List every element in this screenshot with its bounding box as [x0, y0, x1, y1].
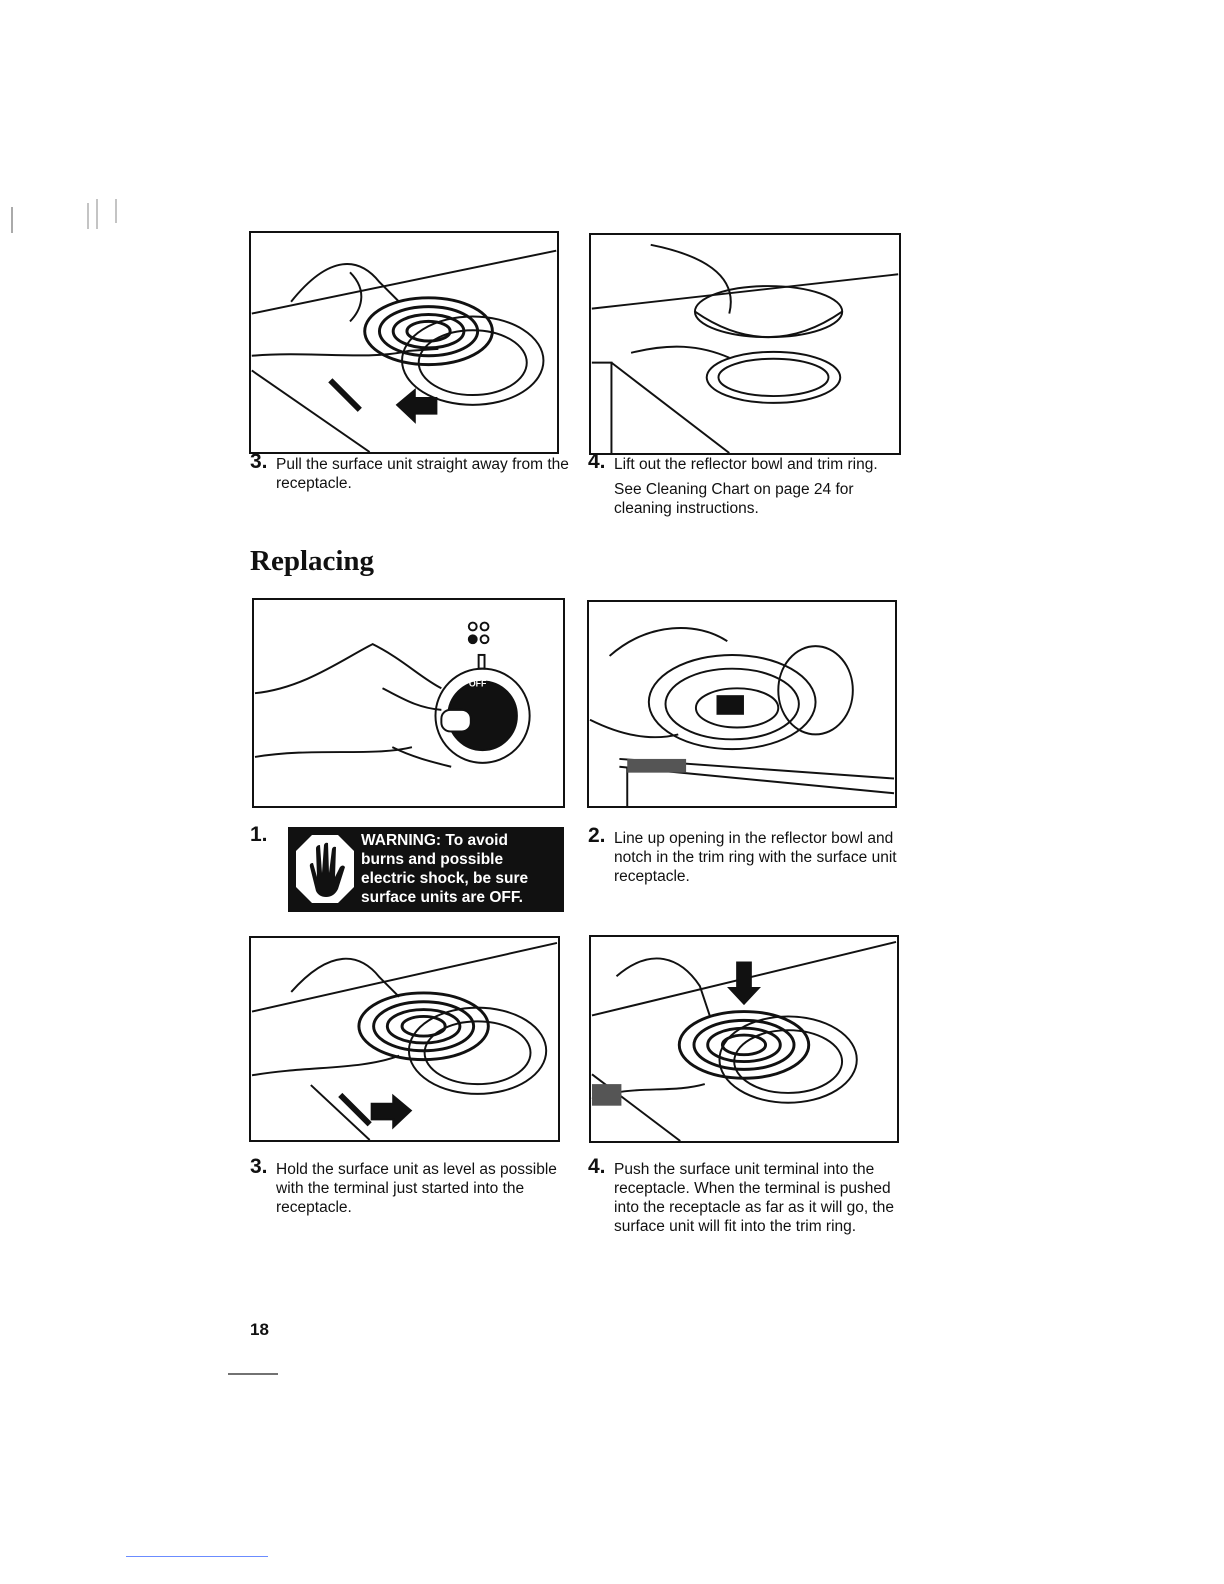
scan-mark [228, 1373, 288, 1375]
step-text: Line up opening in the reflector bowl and notch in the trim ring with the surface unit receptacle. [614, 830, 897, 885]
warning-box [288, 827, 564, 912]
warning-text: WARNING: To avoid burns and possible electric shock, be sure surface units are OFF. [361, 832, 529, 906]
step-note: See Cleaning Chart on page 24 for cleaning instructions. [614, 481, 854, 517]
page-number: 18 [250, 1320, 269, 1339]
step-number: 4. [588, 1155, 606, 1178]
step-number: 4. [588, 450, 606, 473]
step-text: Lift out the reflector bowl and trim ring. [614, 456, 878, 473]
arrow-left-icon [397, 390, 436, 421]
step-number: 3. [250, 1155, 268, 1178]
illustration-control-knob-off [252, 598, 565, 808]
step-text: Hold the surface unit as level as possible with the terminal just started into the receptacle. [276, 1161, 557, 1216]
coil-element [679, 1012, 808, 1079]
step-number: 2. [588, 824, 606, 847]
illustration-lift-reflector-bowl [589, 233, 901, 455]
illustration-hold-surface-unit-level [249, 936, 560, 1142]
step-text: Push the surface unit terminal into the receptacle. When the terminal is pushed into the receptacle as far as it will go, the surface unit will fit into the trim ring. [614, 1161, 895, 1235]
scan-margin-marks [0, 195, 130, 235]
step-number: 1. [250, 823, 268, 846]
coil-element [359, 993, 488, 1060]
scan-edge-line [126, 1556, 268, 1557]
section-heading: Replacing [250, 545, 375, 577]
illustration-line-up-opening [587, 600, 897, 808]
step-text: Pull the surface unit straight away from the receptacle. [276, 456, 569, 492]
indicator-dots-icon [469, 623, 489, 644]
illustration-pull-surface-unit [249, 231, 559, 454]
arrow-right-icon [372, 1096, 411, 1127]
stop-hand-icon [294, 833, 356, 905]
knob-off-label: OFF [468, 678, 487, 689]
knob-high-label: HI [468, 749, 477, 759]
step-number: 3. [250, 450, 268, 473]
illustration-push-terminal [589, 935, 899, 1143]
arrow-down-icon [729, 963, 758, 1004]
